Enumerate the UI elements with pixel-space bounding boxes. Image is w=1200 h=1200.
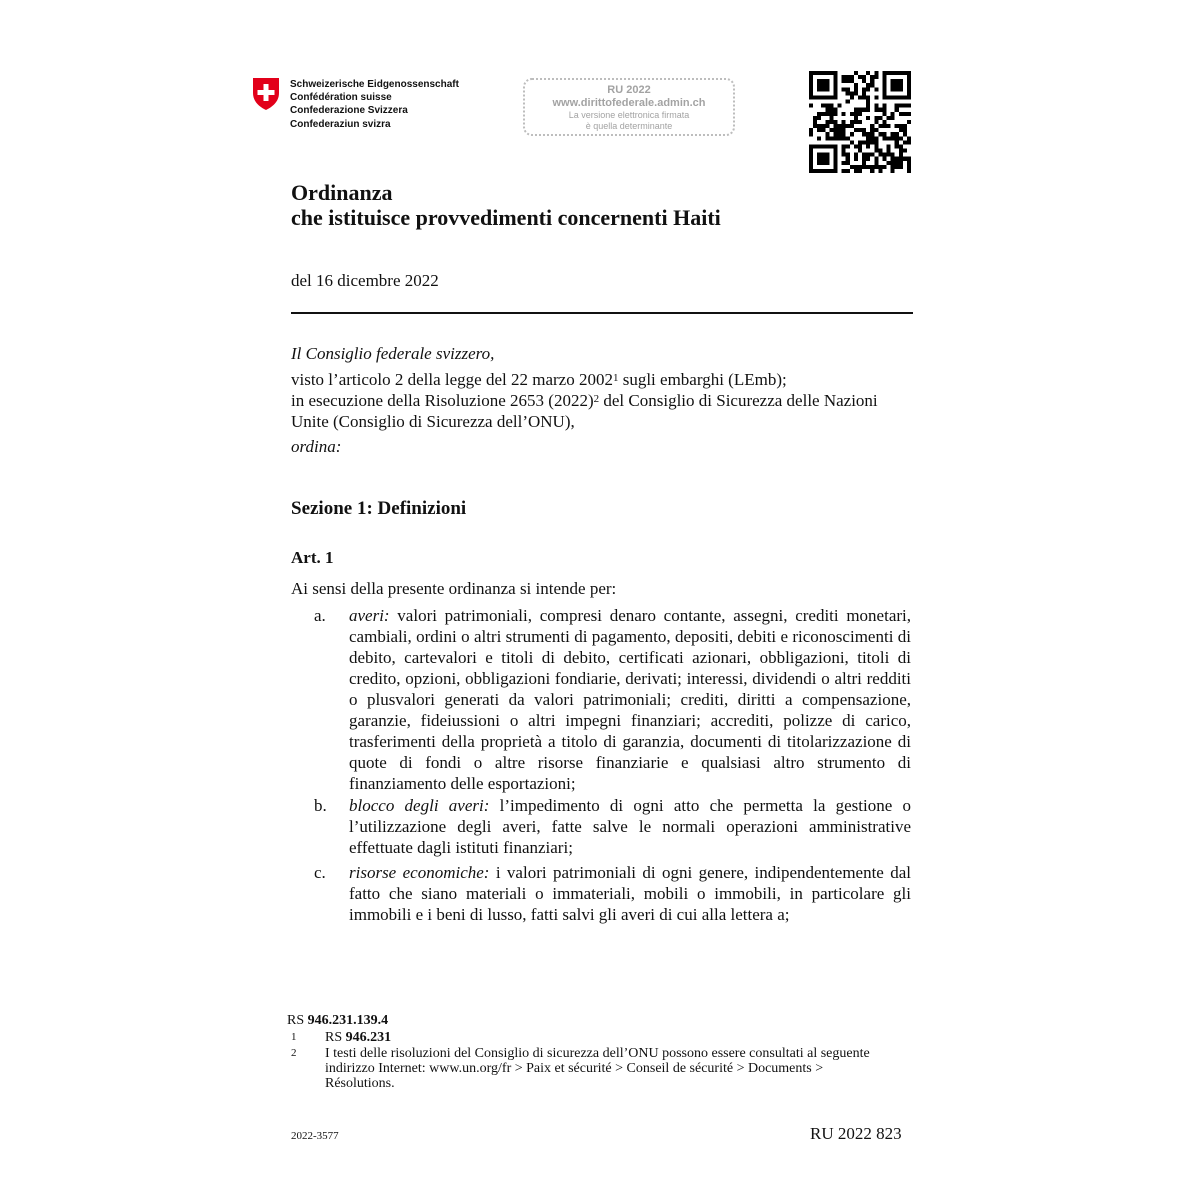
section-heading: Sezione 1: Definizioni bbox=[291, 498, 467, 519]
preamble bbox=[291, 369, 911, 432]
article-intro: Ai sensi della presente ordinanza si intende per: bbox=[291, 579, 617, 598]
item-term: blocco degli averi: bbox=[349, 796, 490, 815]
footnote-ref-2[interactable]: 2 bbox=[593, 393, 600, 405]
title-line-1: Ordinanza bbox=[291, 180, 393, 205]
definition-item-a bbox=[291, 605, 911, 794]
stamp-ru: RU 2022 bbox=[607, 84, 651, 96]
article-heading: Art. 1 bbox=[291, 548, 334, 567]
footnote-body: I testi delle risoluzioni del Consiglio di sicurezza dell’ONU possono essere consultati al seguente indirizzo Internet: www.un.org/fr > Paix et sécurité > Conseil de sécurité > Documents > Résolutions. bbox=[325, 1046, 870, 1091]
document-code: 2022-3577 bbox=[291, 1130, 339, 1142]
item-body bbox=[349, 605, 911, 794]
swiss-cross-icon bbox=[251, 77, 281, 111]
title-divider bbox=[291, 312, 913, 314]
item-text: i valori patrimoniali di ogni genere, indipendentemente dal fatto che siano materiali o immateriali, mobili o immobili, in particolare gli immobili e i beni di lusso, fatti salvi gli averi di cui alla lettera a; bbox=[349, 863, 911, 924]
signature-stamp bbox=[523, 78, 735, 136]
ordina-label: ordina: bbox=[291, 437, 342, 456]
confederation-names bbox=[290, 78, 459, 131]
stamp-note-2: è quella determinante bbox=[585, 121, 673, 131]
document-date: del 16 dicembre 2022 bbox=[291, 271, 439, 290]
preamble-line-1: visto l’articolo 2 della legge del 22 marzo 2002$^1$ sugli embarghi (LEmb); bbox=[291, 370, 787, 389]
item-label: c. bbox=[314, 863, 326, 882]
footnote-number: 2 bbox=[291, 1047, 297, 1059]
confederation-name-de: Schweizerische Eidgenossenschaft bbox=[290, 79, 459, 90]
qr-code-icon bbox=[809, 71, 911, 173]
confederation-name-it: Confederazione Svizzera bbox=[290, 105, 408, 117]
item-label: a. bbox=[314, 606, 326, 625]
item-term: averi: bbox=[349, 606, 390, 625]
confederation-name-rm: Confederaziun svizra bbox=[290, 118, 391, 130]
council-heading: Il Consiglio federale svizzero, bbox=[291, 344, 495, 363]
item-body bbox=[349, 862, 911, 925]
item-body bbox=[349, 795, 911, 858]
footnote-ref-1[interactable]: 1 bbox=[612, 372, 619, 384]
rs-number: 946.231.139.4 bbox=[307, 1013, 389, 1028]
definition-item-c bbox=[291, 862, 911, 925]
document-title bbox=[291, 180, 721, 230]
preamble-line-2: in esecuzione della Risoluzione 2653 $(2022)^2$ del Consiglio di Sicurezza delle Nazioni Unite (Consiglio di Sicurezza dell’ONU), bbox=[291, 391, 878, 431]
stamp-url: www.dirittofederale.admin.ch bbox=[552, 97, 706, 109]
item-term: risorse economiche: bbox=[349, 863, 490, 882]
item-text: valori patrimoniali, compresi denaro contante, assegni, crediti monetari, cambiali, ordini o altri strumenti di pagamento, depositi, debiti e riconoscimenti di debito, cartevalori e titoli di debito, certificati azionari, obbligazioni, titoli di credito, opzioni, obbligazioni fondiarie, derivati; interessi, dividendi o altri redditi o plusvalori generati da valori patrimoniali; crediti, diritti a compensazione, garanzie, fideiussioni o altri impegni finanziari; accrediti, polizze di carico, trasferimenti della proprietà a titolo di garanzia, documenti di titolarizzazione di quote di fondi o altre risorse finanziarie e qualsiasi altro strumento di finanziamento delle esportazioni; bbox=[349, 606, 911, 793]
confederation-name-fr: Confédération suisse bbox=[290, 92, 392, 104]
item-label: b. bbox=[314, 796, 327, 815]
footnote-1 bbox=[291, 1030, 895, 1045]
footnote-body: RS 946.231 bbox=[325, 1030, 392, 1045]
stamp-note-1: La versione elettronica firmata bbox=[568, 110, 690, 120]
definition-item-b bbox=[291, 795, 911, 858]
item-text: l’impedimento di ogni atto che permetta la gestione o l’utilizzazione degli averi, fatte salve le normali operazioni amministrative effettuate dagli istituti finanziari; bbox=[349, 796, 911, 857]
rs-reference: RS 946.231.139.4 bbox=[287, 1013, 389, 1028]
title-line-2: che istituisce provvedimenti concernenti Haiti bbox=[291, 205, 721, 230]
page-reference: RU 2022 823 bbox=[810, 1124, 902, 1143]
footnote-2 bbox=[291, 1046, 895, 1091]
footnote-number: 1 bbox=[291, 1031, 297, 1043]
